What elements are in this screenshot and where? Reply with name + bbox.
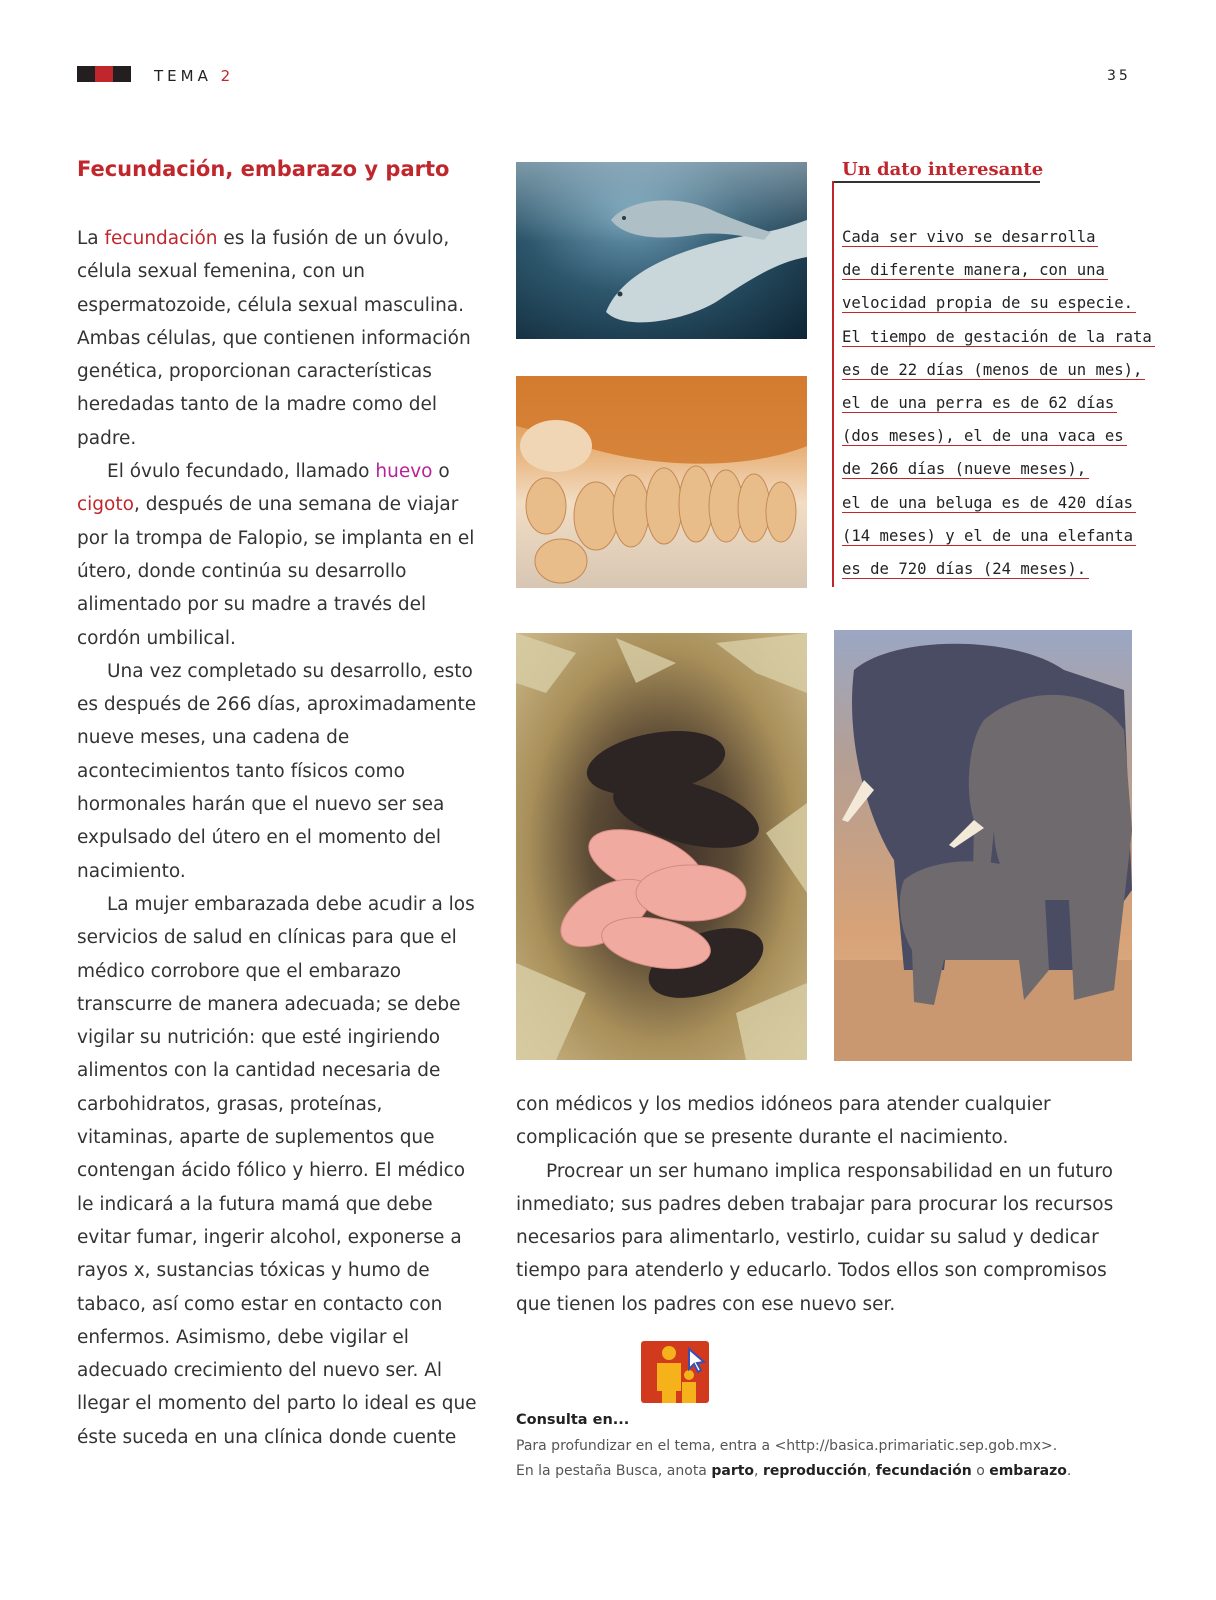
fact-line: [842, 388, 1132, 421]
fact-line: [842, 521, 1132, 554]
header-color-blocks: [77, 66, 131, 82]
fact-line-text: El tiempo de gestación de la rata: [842, 328, 1155, 347]
text-span: El óvulo fecundado, llamado: [107, 461, 376, 483]
photo-baby-rats: [516, 633, 807, 1060]
photo-dog-and-puppies: [516, 376, 807, 588]
text-span: o: [971, 1463, 990, 1479]
family-cursor-icon: [641, 1341, 709, 1403]
fact-box-title: Un dato interesante: [842, 159, 1044, 180]
fact-line-text: de diferente manera, con una: [842, 261, 1108, 280]
consulta-title: Consulta en...: [516, 1412, 630, 1428]
fact-box-text: [842, 222, 1152, 587]
fact-line-text: velocidad propia de su especie.: [842, 294, 1136, 313]
fact-line-text: de 266 días (nueve meses),: [842, 460, 1089, 479]
keyword-huevo: huevo: [375, 461, 433, 483]
header-block: [77, 66, 95, 82]
fact-line: [842, 355, 1143, 388]
topic-label: [154, 67, 234, 85]
topic-number: 2: [220, 67, 235, 85]
text-span: En la pestaña Busca, anota: [516, 1463, 712, 1479]
fact-line: [842, 255, 1132, 288]
article-body-right: [516, 1088, 1126, 1321]
rats-illustration: [516, 633, 807, 1060]
photo-elephants: [834, 630, 1132, 1061]
fact-line: [842, 554, 1132, 587]
fact-line-text: (dos meses), el de una vaca es: [842, 427, 1127, 446]
fact-line-text: el de una beluga es de 420 días: [842, 494, 1136, 513]
fact-line-text: es de 720 días (24 meses).: [842, 560, 1089, 579]
belugas-illustration: [516, 162, 807, 339]
paragraph-desarrollo: Una vez completado su desarrollo, esto es después de 266 días, aproximadamente nueve meses, una cadena de acontecimientos tanto físicos como hormonales harán que el nuevo ser sea expulsado del útero en el momento del nacimiento.: [77, 660, 477, 882]
paragraph-continuation: con médicos y los medios idóneos para atender cualquier complicación que se presente durante el nacimiento.: [516, 1094, 1051, 1149]
fact-line-text: Cada ser vivo se desarrolla: [842, 228, 1098, 247]
fact-line: [842, 322, 1152, 355]
text-span: , después de una semana de viajar por la trompa de Falopio, se implanta en el útero, donde continúa su desarrollo alimentado por su madre a través del cordón umbilical.: [77, 494, 475, 649]
text-span: La: [77, 228, 105, 249]
consulta-line-1: Para profundizar en el tema, entra a <http://basica.primariatic.sep.gob.mx>.: [516, 1438, 1058, 1454]
keyword-parto: parto: [711, 1463, 755, 1479]
fact-line: [842, 488, 1132, 521]
text-span: ,: [866, 1463, 876, 1479]
fact-line: [842, 421, 1132, 454]
keyword-cigoto: cigoto: [77, 494, 134, 516]
header-block: [113, 66, 131, 82]
text-span: es la fusión de un óvulo, célula sexual femenina, con un espermatozoide, célula sexual masculina. Ambas células, que contienen información genética, proporcionan características heredadas tanto de la madre como del padre.: [77, 228, 471, 449]
fact-line: [842, 288, 1132, 321]
keyword-embarazo: embarazo: [989, 1463, 1067, 1479]
paragraph-procrear: Procrear un ser humano implica responsabilidad en un futuro inmediato; sus padres deben trabajar para procurar los recursos necesarios para alimentarlo, vestirlo, cuidar su salud y dedicar tiempo para atenderlo y educarlo. Todos ellos son compromisos que tienen los padres con ese nuevo ser.: [516, 1160, 1114, 1315]
page-number: 35: [1107, 68, 1131, 84]
fact-line-text: el de una perra es de 62 días: [842, 394, 1117, 413]
fact-box-rule: [832, 181, 1040, 183]
paragraph-ovulo: [77, 455, 477, 655]
fact-box-border: [832, 181, 834, 587]
paragraph-embarazada: La mujer embarazada debe acudir a los servicios de salud en clínicas para que el médico corrobore que el embarazo transcurre de manera adecuada; se debe vigilar su nutrición: que esté ingiriendo alimentos con la cantidad necesaria de carbohidratos, grasas, proteínas, vitaminas, aparte de suplementos que contengan ácido fólico y hierro. El médico le indicará a la futura mamá que debe evitar fumar, ingerir alcohol, exponerse a rayos x, sustancias tóxicas y humo de tabaco, así como estar en contacto con enfermos. Asimismo, debe vigilar el adecuado crecimiento del nuevo ser. Al llegar el momento del parto lo ideal es que éste suceda en una clínica donde cuente: [77, 893, 477, 1448]
text-span: .: [1066, 1463, 1072, 1479]
consulta-line-2: [516, 1459, 1126, 1484]
puppies-illustration: [516, 376, 807, 588]
keyword-fecundacion: fecundación: [104, 228, 218, 249]
paragraph-fecundacion: [77, 222, 477, 455]
article-body-left: [77, 222, 477, 1454]
consulta-text: [516, 1434, 1126, 1484]
text-span: ,: [754, 1463, 763, 1479]
photo-belugas: [516, 162, 807, 339]
topic-label-text: TEMA: [154, 67, 212, 85]
fact-line-text: (14 meses) y el de una elefanta: [842, 527, 1136, 546]
fact-line-text: es de 22 días (menos de un mes),: [842, 361, 1145, 380]
keyword-reproduccion: reproducción: [762, 1463, 867, 1479]
keyword-fecundacion-search: fecundación: [875, 1463, 972, 1479]
elephants-illustration: [834, 630, 1132, 1061]
fact-line: [842, 454, 1132, 487]
header-block: [95, 66, 113, 82]
article-title: Fecundación, embarazo y parto: [77, 157, 450, 181]
fact-line: [842, 222, 1132, 255]
text-span: o: [432, 461, 450, 483]
